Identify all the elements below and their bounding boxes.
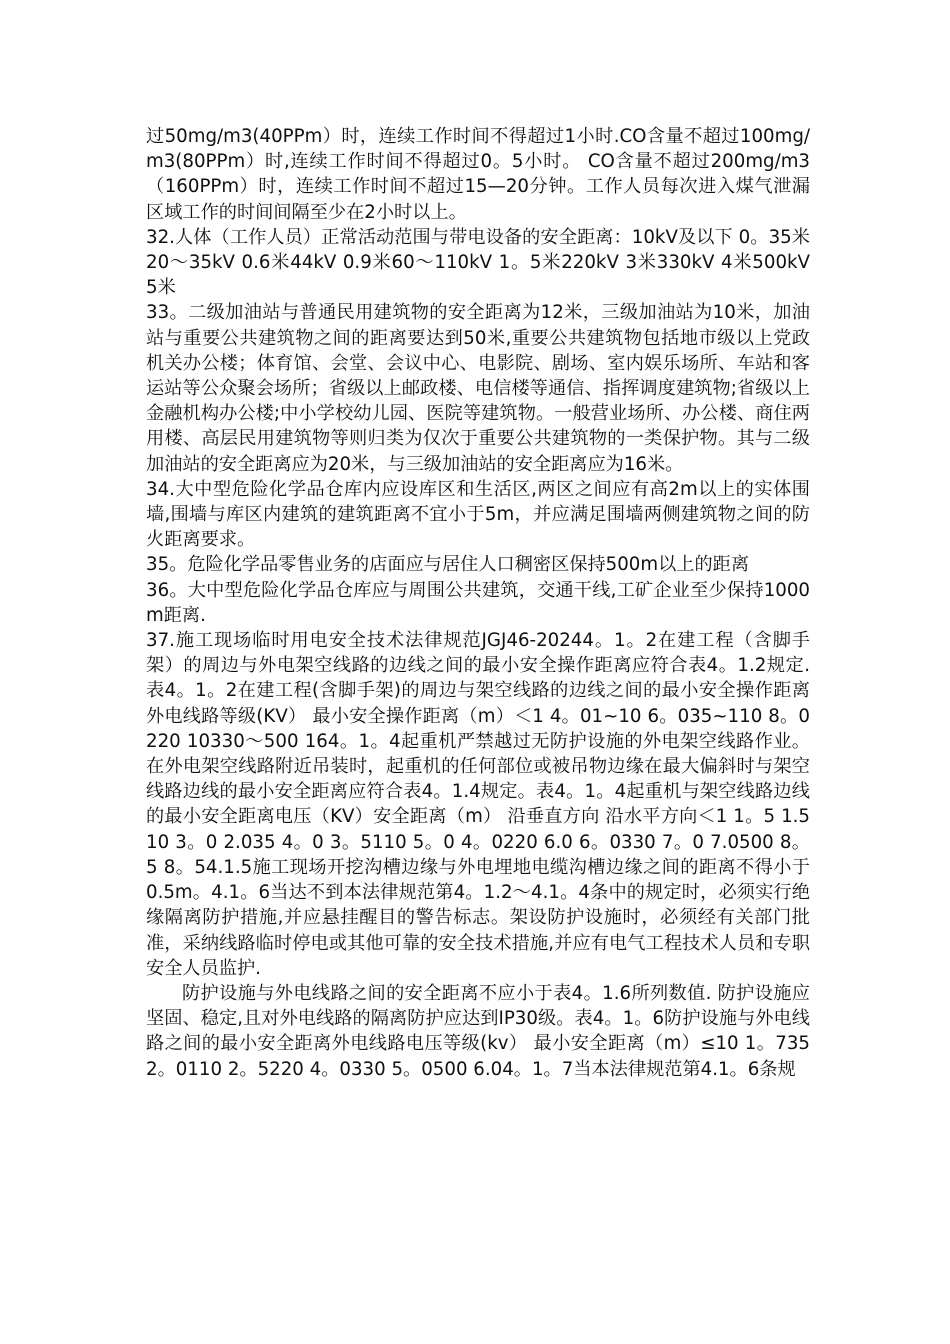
paragraph-32-body-distance: 32.人体（工作人员）正常活动范围与带电设备的安全距离：10kV及以下 0。35米20～35kV 0.6米44kV 0.9米60～110kV 1。5米220kV 3米330kV 4米500kV 5米 <box>146 226 810 299</box>
paragraph-36-warehouse-distance: 36。大中型危险化学品仓库应与周围公共建筑，交通干线,工矿企业至少保持1000m距离. <box>146 579 810 626</box>
paragraph-35-retail-distance: 35。危险化学品零售业务的店面应与居住人口稠密区保持500m以上的距离 <box>146 554 750 576</box>
paragraph-37-construction-power: 37.施工现场临时用电安全技术法律规范JGJ46-20244。1。2在建工程（含脚手架）的周边与外电架空线路的边线之间的最小安全操作距离应符合表4。1.2规定.表4。1。2在建工程(含脚手架)的周边与架空线路的边线之间的最小安全操作距离外电线路等级(KV） 最小安全操作距离（m）＜1 4。01~10 6。035~110 8。0220 10330～500 164。1。4起重机严禁越过无防护设施的外电架空线路作业。在外电架空线路附近吊装时，起重机的任何部位或被吊物边缘在最大偏斜时与架空线路边线的最小安全距离应符合表4。1.4规定。表4。1。4起重机与架空线路边线的最小安全距离电压（KV）安全距离（m） 沿垂直方向 沿水平方向＜1 1。5 1.510 3。0 2.035 4。0 3。5110 5。0 4。0220 6.0 6。0330 7。0 7.0500 8。5 8。54.1.5施工现场开挖沟槽边缘与外电埋地电缆沟槽边缘之间的距离不得小于0.5m。4.1。6当达不到本法律规范第4。1.2～4.1。4条中的规定时，必须实行绝缘隔离防护措施,并应悬挂醒目的警告标志。架设防护设施时，必须经有关部门批准，采纳线路临时停电或其他可靠的安全技术措施,并应有电气工程技术人员和专职安全人员监护. <box>146 630 810 979</box>
paragraph-33-gas-station: 33。二级加油站与普通民用建筑物的安全距离为12米，三级加油站为10米，加油站与重要公共建筑物之间的距离要达到50米,重要公共建筑物包括地市级以上党政机关办公楼；体育馆、会堂、会议中心、电影院、剧场、室内娱乐场所、车站和客运站等公众聚会场所；省级以上邮政楼、电信楼等通信、指挥调度建筑物;省级以上金融机构办公楼;中小学校幼儿园、医院等建筑物。一般营业场所、办公楼、商住两用楼、高层民用建筑物等则归类为仅次于重要公共建筑物的一类保护物。其与二级加油站的安全距离应为20米，与三级加油站的安全距离应为16米。 <box>146 302 810 475</box>
paragraph-34-warehouse-wall: 34.大中型危险化学品仓库内应设库区和生活区,两区之间应有高2m以上的实体围墙,围墙与库区内建筑的建筑距离不宜小于5m，并应满足围墙两侧建筑物之间的防火距离要求。 <box>146 478 810 551</box>
paragraph-co-limits: 过50mg/m3(40PPm）时，连续工作时间不得超过1小时.CO含量不超过100mg/m3(80PPm）时,连续工作时间不得超过0。5小时。 CO含量不超过200mg/m3（160PPm）时，连续工作时间不超过15—20分钟。工作人员每次进入煤气泄漏区域工作的时间间隔至少在2小时以上。 <box>146 126 810 223</box>
document-body <box>146 124 810 1082</box>
paragraph-protective-facilities: 防护设施与外电线路之间的安全距离不应小于表4。1.6所列数值. 防护设施应坚固、稳定,且对外电线路的隔离防护应达到IP30级。表4。1。6防护设施与外电线路之间的最小安全距离外电线路电压等级(kv） 最小安全距离（m）≤10 1。735 2。0110 2。5220 4。0330 5。0500 6.04。1。7当本法律规范第4.1。6条规 <box>146 982 810 1080</box>
